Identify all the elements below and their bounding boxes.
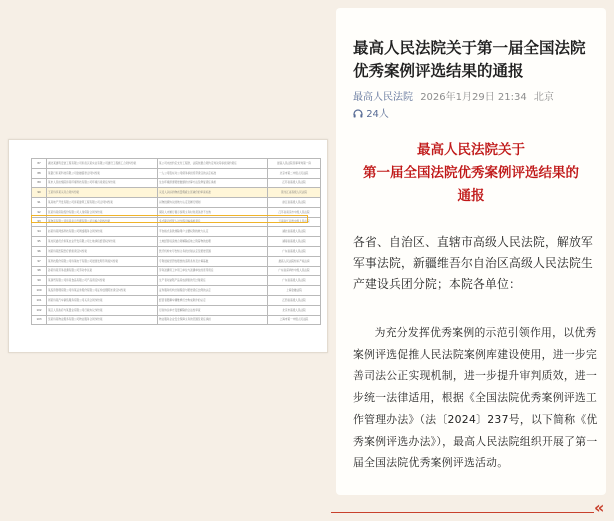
table-cell: 行政协议单方变更解除的合法性审查 — [158, 305, 268, 315]
table-cell: 经营者隐瞒车辆维修历史构成欺诈的认定 — [158, 295, 268, 305]
table-cell: 99 — [32, 276, 47, 286]
table-row — [32, 247, 321, 257]
table-cell: 广东省高级人民法院 — [268, 247, 321, 257]
table-cell: 某公司未按约定支付工程款，法院依据合同约定判决其承担违约责任 — [158, 159, 268, 169]
table-cell: 张某诉某保险股份有限公司人身保险合同纠纷案 — [47, 207, 158, 217]
table-cell: 某投资管理有限公司诉某证券股份有限公司证券虚假陈述责任纠纷案 — [47, 286, 158, 296]
salutation-paragraph: 各省、自治区、直辖市高级人民法院，解放军军事法院，新疆维吾尔自治区高级人民法院生产建设兵团分院；本院各单位： — [353, 235, 593, 291]
table-cell: 91 — [32, 198, 47, 208]
table-cell: 以物抵债协议的效力认定及履行规则 — [158, 198, 268, 208]
table-cell: 江苏省南京市中级人民法院 — [268, 207, 321, 217]
case-list-table — [31, 158, 321, 325]
table-cell: 97 — [32, 256, 47, 266]
listen-count[interactable] — [353, 105, 389, 120]
table-cell: 黑龙江省高级人民法院 — [268, 188, 321, 198]
article-title: 最高人民法院关于第一届全国法院优秀案例评选结果的通报 — [353, 39, 586, 80]
table-cell: 云南省红河州中级人民法院 — [268, 217, 321, 227]
table-cell: 土地经营权流转合同解除后地上附着物的处理 — [158, 237, 268, 247]
table-row — [32, 276, 321, 286]
table-cell: 劳务派遣用工中用工单位与派遣单位的连带责任 — [158, 266, 268, 276]
table-cell: 103 — [32, 315, 47, 325]
table-cell: 多式联运经营人对全程运输承担责任 — [158, 217, 268, 227]
article-card — [336, 8, 606, 495]
heading-line-1: 最高人民法院关于 — [417, 142, 525, 158]
table-cell: 吴某诉某物业服务有限公司物业服务合同纠纷案 — [47, 315, 158, 325]
table-cell: 某区人民政府与某置业有限公司行政协议纠纷案 — [47, 305, 158, 315]
footer-divider — [331, 512, 594, 513]
table-row — [32, 315, 321, 325]
table-cell: 王某诉李某买卖合同纠纷案 — [47, 188, 158, 198]
table-cell: 平台格式条款排除用户主要权利的效力认定 — [158, 227, 268, 237]
table-cell: 买受人以标的物质量瑕疵主张减价的审查标准 — [158, 188, 268, 198]
article-location: 北京 — [533, 92, 554, 103]
table-cell: 最高人民法院民事审判第一庭 — [268, 159, 321, 169]
table-cell: 某商贸有限公司诉某食品有限公司产品责任纠纷案 — [47, 276, 158, 286]
table-row — [32, 227, 321, 237]
table-cell: 浙江省高级人民法院 — [268, 198, 321, 208]
table-cell: 101 — [32, 295, 47, 305]
table-cell: 江西省高级人民法院 — [268, 295, 321, 305]
table-cell: 生态环境损害赔偿数额的计算方法及修复责任承担 — [158, 178, 268, 188]
table-cell: 物业服务企业安全保障义务的范围及责任承担 — [158, 315, 268, 325]
article-source-link[interactable]: 最高人民法院 — [353, 92, 413, 103]
table-cell: 孙某诉某劳务派遣有限公司劳动争议案 — [47, 266, 158, 276]
table-cell: 100 — [32, 286, 47, 296]
table-cell: 87 — [32, 159, 47, 169]
table-cell: 湖南省高级人民法院 — [268, 237, 321, 247]
table-cell: 某银行诉某科技有限公司金融借款合同纠纷案 — [47, 168, 158, 178]
table-row — [32, 286, 321, 296]
table-cell: 一人公司股东对公司债务承担连带责任的认定标准 — [158, 168, 268, 178]
table-cell: 88 — [32, 168, 47, 178]
table-row — [32, 159, 321, 169]
table-cell: 广东省高级人民法院 — [268, 276, 321, 286]
table-cell: 94 — [32, 227, 47, 237]
table-cell: 刘某诉某医院医疗损害责任纠纷案 — [47, 247, 158, 257]
table-cell: 某市人民检察院诉某环境科技有限公司环境污染责任纠纷案 — [47, 178, 158, 188]
body-paragraph: 为充分发挥优秀案例的示范引领作用，以优秀案例评选促推人民法院案例库建设使用，进一步完善司法公正实现机制，进一步提升审判质效，进一步统一法律适用，根据《全国法院优秀案例评选工作管理办法》（法〔2024〕237号，以下简称《优秀案例评选办法》），最高人民法院组织开展了第一届全国法院优秀案例评选活动。 — [353, 326, 598, 470]
table-row — [32, 256, 321, 266]
article-meta — [353, 88, 554, 103]
highlighted-row-marker — [31, 215, 308, 223]
table-cell: 北京市高级人民法院 — [268, 305, 321, 315]
document-thumbnail[interactable] — [8, 139, 328, 353]
table-cell: 专利侵权惩罚性赔偿的适用条件及计算基数 — [158, 256, 268, 266]
table-cell: 上海市第一中级人民法院 — [268, 315, 321, 325]
table-cell: 某科技股份有限公司诉某电子有限公司侵害发明专利权纠纷案 — [47, 256, 158, 266]
article-date: 2026年1月29日 21:34 — [420, 92, 527, 103]
table-row — [32, 305, 321, 315]
table-row — [32, 295, 321, 305]
table-cell: 北京市第二中级人民法院 — [268, 168, 321, 178]
table-cell: 某房地产开发有限公司诉某建筑工程有限公司合同纠纷案 — [47, 198, 158, 208]
table-cell: 江苏省高级人民法院 — [268, 178, 321, 188]
table-cell: 95 — [32, 237, 47, 247]
table-cell: 93 — [32, 217, 47, 227]
table-cell: 89 — [32, 178, 47, 188]
table-row — [32, 168, 321, 178]
table-cell: 赵某诉某网络科技有限公司网络服务合同纠纷案 — [47, 227, 158, 237]
listen-count-value: 24人 — [366, 109, 389, 120]
table-cell: 医疗机构未尽告知义务的过错认定及赔偿范围 — [158, 247, 268, 257]
table-cell: 98 — [32, 266, 47, 276]
official-heading — [336, 139, 606, 208]
table-cell: 证券服务机构过错程度与赔偿责任比例的认定 — [158, 286, 268, 296]
table-cell: 某村民委员会诉某农业开发有限公司土地承包经营权纠纷案 — [47, 237, 158, 247]
table-row — [32, 188, 321, 198]
table-cell: 92 — [32, 207, 47, 217]
table-cell: 湖北某建筑安装工程有限公司诉武汉某实业有限公司建设工程施工合同纠纷案 — [47, 159, 158, 169]
table-row — [32, 237, 321, 247]
table-cell: 某物流有限公司诉某货运代理有限公司运输合同纠纷案 — [47, 217, 158, 227]
heading-line-3: 通报 — [457, 188, 485, 204]
table-cell: 保险人未履行提示说明义务时免责条款不生效 — [158, 207, 268, 217]
headphones-icon — [353, 109, 363, 118]
table-cell: 96 — [32, 247, 47, 257]
table-row — [32, 266, 321, 276]
table-cell: 最高人民法院知识产权法庭 — [268, 256, 321, 266]
table-cell: 90 — [32, 188, 47, 198]
collapse-chevron-icon[interactable]: « — [594, 498, 605, 517]
table-row — [32, 178, 321, 188]
table-row — [32, 198, 321, 208]
table-cell: 上海金融法院 — [268, 286, 321, 296]
table-cell: 生产者对缺陷产品造成损害的无过错责任 — [158, 276, 268, 286]
table-cell: 湖北省高级人民法院 — [268, 227, 321, 237]
table-cell: 广东省深圳市中级人民法院 — [268, 266, 321, 276]
table-cell: 102 — [32, 305, 47, 315]
table-cell: 周某诉某汽车销售服务有限公司买卖合同纠纷案 — [47, 295, 158, 305]
heading-line-2: 第一届全国法院优秀案例评选结果的 — [363, 165, 579, 181]
